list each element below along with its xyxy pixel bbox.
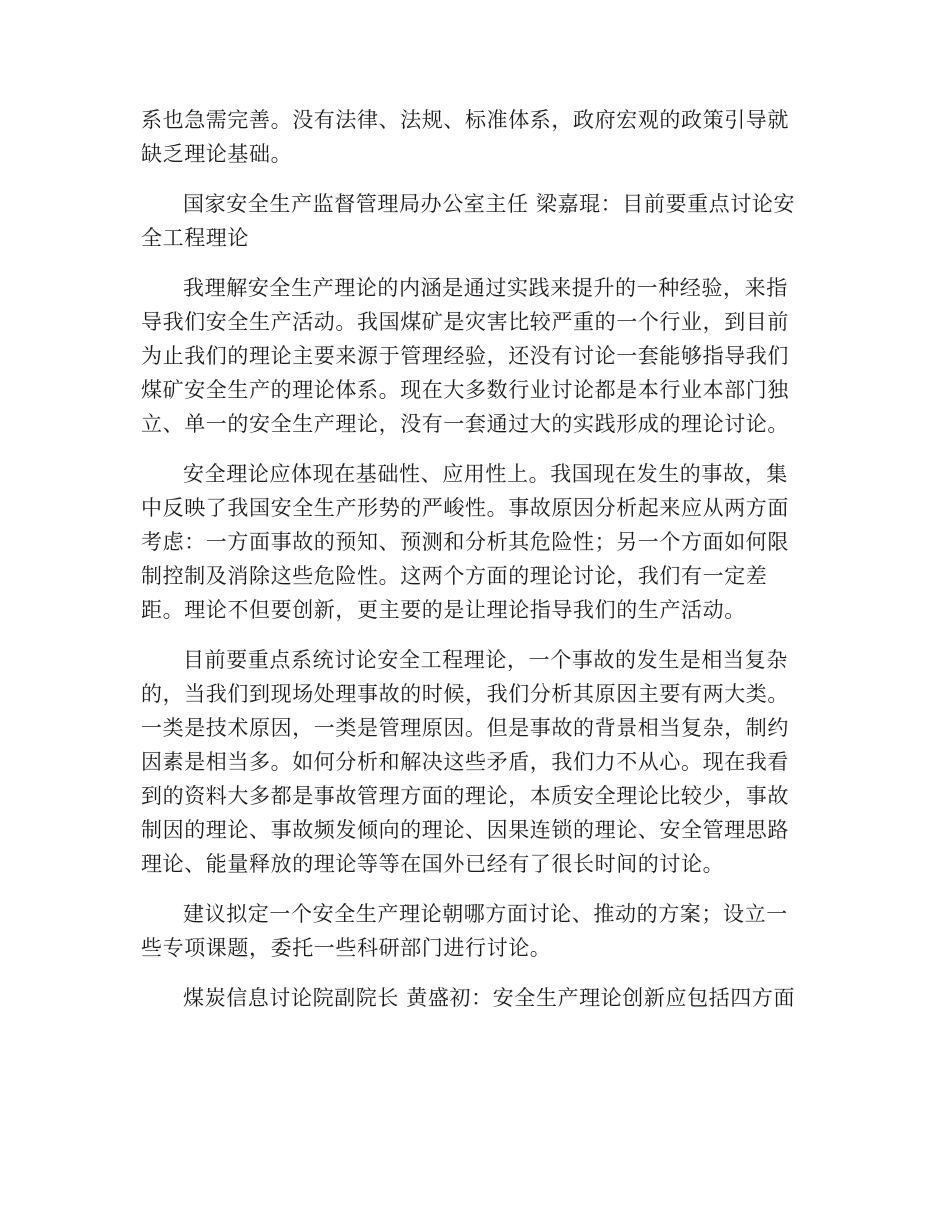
text-line: 煤炭信息讨论院副院长 黄盛初：安全生产理论创新应包括四方面: [183, 986, 796, 1010]
paragraph-3: [141, 271, 806, 441]
text-line: 些专项课题，委托一些科研部门进行讨论。: [141, 936, 552, 960]
text-line: 我理解安全生产理论的内涵是通过实践来提升的一种经验，来指: [183, 276, 788, 300]
text-line: 中反映了我国安全生产形势的严峻性。事故原因分析起来应从两方面: [141, 496, 789, 520]
text-line: 一类是技术原因，一类是管理原因。但是事故的背景相当复杂，制约: [141, 716, 789, 740]
text-line: 建议拟定一个安全生产理论朝哪方面讨论、推动的方案；设立一: [183, 902, 788, 926]
paragraph-2-speaker-heading: [141, 187, 806, 255]
text-line: 制控制及消除这些危险性。这两个方面的理论讨论，我们有一定差: [141, 564, 768, 588]
text-line: 考虑：一方面事故的预知、预测和分析其危险性；另一个方面如何限: [141, 530, 789, 554]
text-line: 到的资料大多都是事故管理方面的理论，本质安全理论比较少，事故: [141, 784, 789, 808]
text-line: 国家安全生产监督管理局办公室主任 梁嘉琨：目前要重点讨论安: [183, 192, 796, 216]
text-line: 因素是相当多。如何分析和解决这些矛盾，我们力不从心。现在我看: [141, 750, 789, 774]
text-line: 全工程理论: [141, 226, 249, 250]
text-line: 导我们安全生产活动。我国煤矿是灾害比较严重的一个行业，到目前: [141, 310, 789, 334]
text-line: 距。理论不但要创新，更主要的是让理论指导我们的生产活动。: [141, 598, 746, 622]
text-line: 系也急需完善。没有法律、法规、标准体系，政府宏观的政策引导就: [141, 108, 789, 132]
text-line: 目前要重点系统讨论安全工程理论，一个事故的发生是相当复杂: [183, 648, 788, 672]
text-line: 为止我们的理论主要来源于管理经验，还没有讨论一套能够指导我们: [141, 344, 789, 368]
text-line: 煤矿安全生产的理论体系。现在大多数行业讨论都是本行业本部门独: [141, 378, 789, 402]
text-line: 理论、能量释放的理论等等在国外已经有了很长时间的讨论。: [141, 852, 725, 876]
text-line: 的，当我们到现场处理事故的时候，我们分析其原因主要有两大类。: [141, 682, 789, 706]
text-line: 制因的理论、事故频发倾向的理论、因果连锁的理论、安全管理思路: [141, 818, 789, 842]
text-line: 立、单一的安全生产理论，没有一套通过大的实践形成的理论讨论。: [141, 412, 789, 436]
paragraph-7-speaker-heading: [141, 981, 806, 1015]
paragraph-1: [141, 103, 806, 171]
text-line: 安全理论应体现在基础性、应用性上。我国现在发生的事故，集: [183, 462, 788, 486]
text-line: 缺乏理论基础。: [141, 142, 293, 166]
document-page: [141, 103, 806, 1031]
paragraph-6: [141, 897, 806, 965]
paragraph-4: [141, 457, 806, 627]
paragraph-5: [141, 643, 806, 881]
